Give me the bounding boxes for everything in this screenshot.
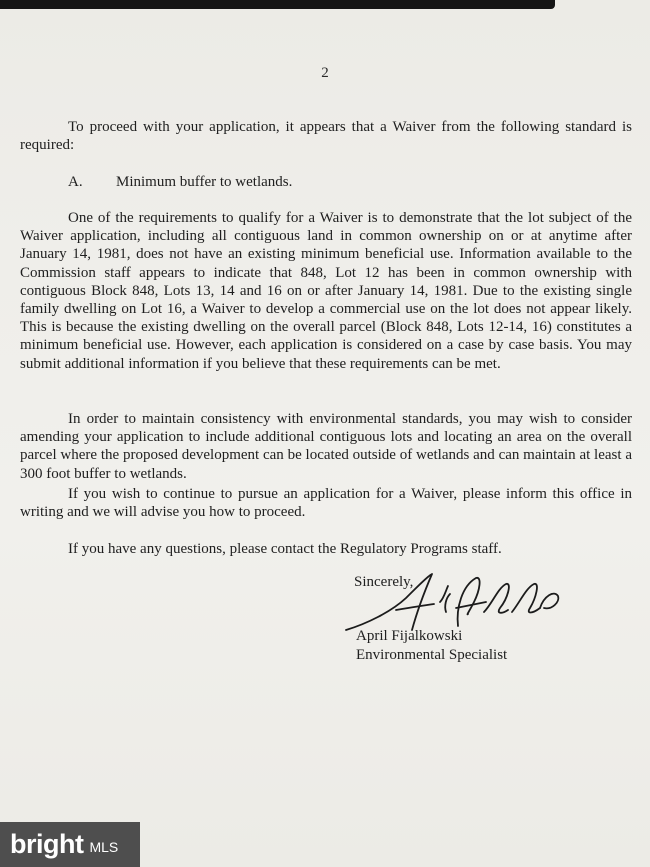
brand-logo-wordmark: bright xyxy=(10,829,84,859)
requirement-item xyxy=(68,174,292,191)
requirement-text: Minimum buffer to wetlands. xyxy=(116,174,293,190)
closing-salutation: Sincerely, xyxy=(354,574,414,590)
brightmls-watermark xyxy=(0,822,140,867)
requirement-letter: A. xyxy=(68,174,83,190)
paragraph-waiver-requirements: One of the requirements to qualify for a Waiver is to demonstrate that the lot subject of the Waiver application, including all contiguous land in common ownership on or at anytime after January 14, 1981, does not have an existing minimum beneficial use. Information available to the Commission staff appears to indicate that 848, Lot 12 has been in common ownership with contiguous Block 848, Lots 13, 14 and 16 on or after January 14, 1981. Due to the existing single family dwelling on Lot 16, a Waiver to develop a commercial use on the lot does not appear likely. This is because the existing dwelling on the overall parcel (Block 848, Lots 12-14, 16) constitutes a minimum beneficial use. However, each application is considered on a case by case basis. You may submit additional information if you believe that these requirements can be met. xyxy=(20,210,632,372)
paragraph-continue: If you wish to continue to pursue an application for a Waiver, please inform this office in writing and we will advise you how to proceed. xyxy=(20,486,632,521)
signer-title: Environmental Specialist xyxy=(356,647,508,663)
paragraph-questions: If you have any questions, please contact the Regulatory Programs staff. xyxy=(68,541,502,557)
paragraph-intro: To proceed with your application, it appears that a Waiver from the following standard is required: xyxy=(20,119,632,154)
paragraph-consistency: In order to maintain consistency with environmental standards, you may wish to consider amending your application to include additional contiguous lots and locating an area on the overall parcel where the proposed development can be located outside of wetlands and can maintain at least a 300 foot buffer to wetlands. xyxy=(20,411,632,482)
page-number: 2 xyxy=(321,65,329,81)
signer-name: April Fijalkowski xyxy=(356,628,463,644)
folder-edge xyxy=(0,0,555,9)
brand-logo-suffix: MLS xyxy=(89,838,119,855)
